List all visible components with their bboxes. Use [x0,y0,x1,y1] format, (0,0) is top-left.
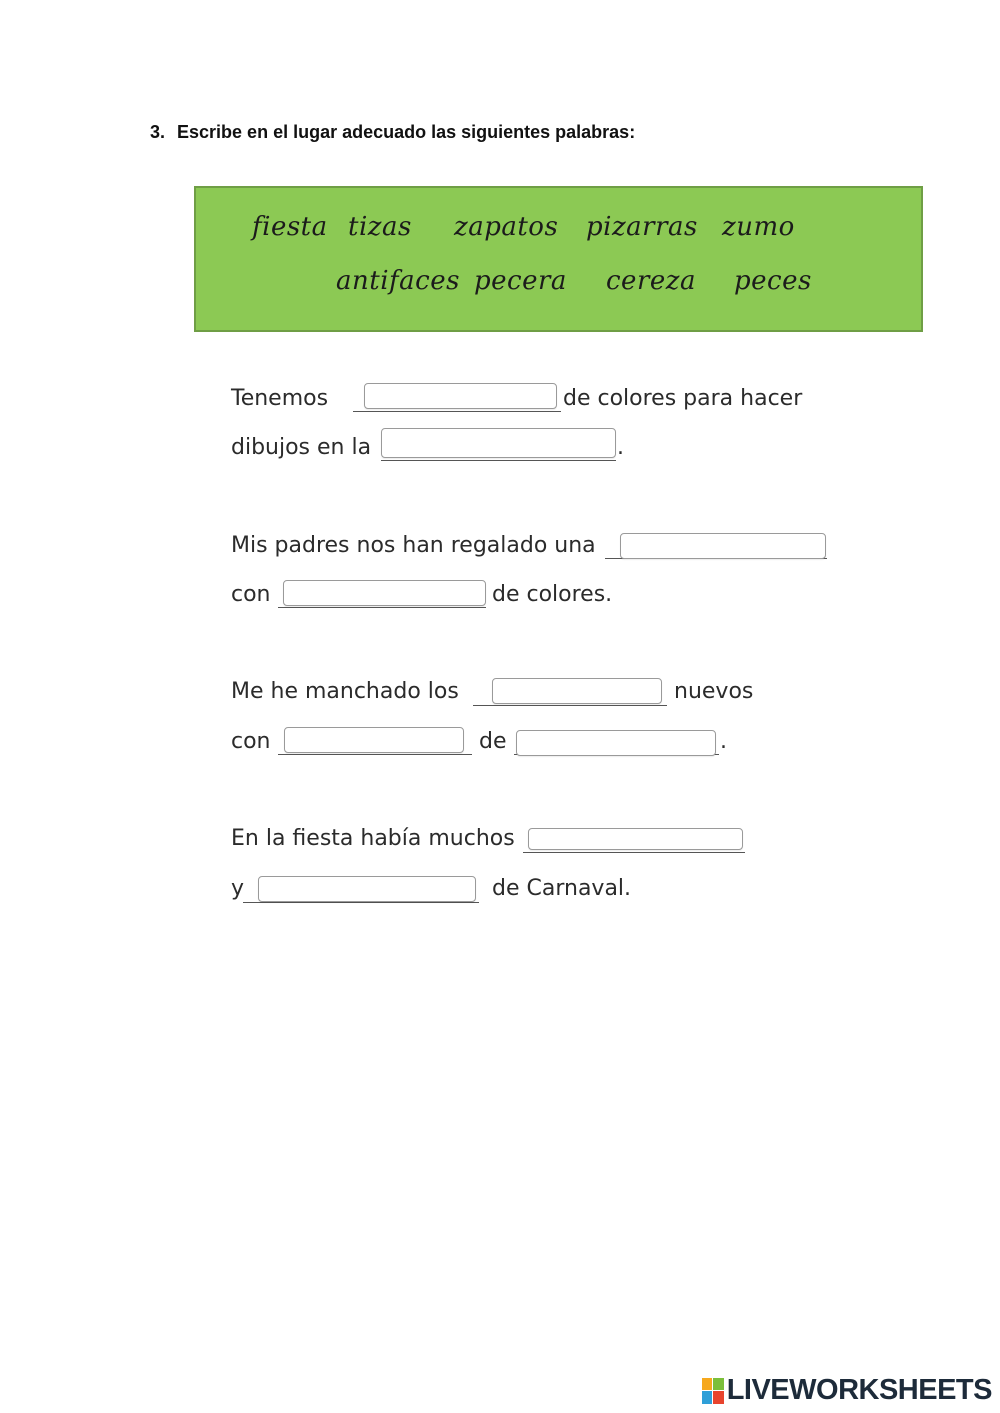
underline [278,754,472,755]
underline [473,705,667,706]
answer-blank-4[interactable] [283,580,486,606]
word-tizas: tizas [348,212,412,242]
sentence4-part-c: de Carnaval. [492,876,632,901]
sentence2-part-b: con [231,582,271,607]
sentence4-part-b: y [231,876,245,901]
answer-blank-3[interactable] [620,533,826,559]
answer-blank-8[interactable] [528,828,743,850]
sentence2-part-a: Mis padres nos han regalado una [231,533,596,558]
underline [278,607,486,608]
sentence1-part-d: . [617,435,624,460]
sentence3-part-d: de [479,729,507,754]
answer-blank-9[interactable] [258,876,476,902]
sentence1-part-b: de colores para hacer [563,386,803,411]
word-bank [194,186,923,332]
word-zumo: zumo [722,212,795,242]
word-fiesta: fiesta [252,212,328,242]
exercise-instruction [150,122,635,143]
sentence3-part-a: Me he manchado los [231,679,459,704]
instruction-text: Escribe en el lugar adecuado las siguientes palabras: [177,122,636,142]
sentence3-part-e: . [720,729,727,754]
answer-blank-2[interactable] [381,428,616,458]
liveworksheets-logo[interactable] [702,1374,992,1407]
logo-text: LIVEWORKSHEETS [726,1374,992,1406]
underline [243,902,479,903]
sentence1-part-c: dibujos en la [231,435,372,460]
sentence2-part-c: de colores. [492,582,613,607]
answer-blank-1[interactable] [364,383,557,409]
sentence3-part-b: nuevos [674,679,754,704]
underline [523,852,745,853]
sentence3-part-c: con [231,729,271,754]
answer-blank-7[interactable] [516,730,716,756]
underline [353,411,561,412]
logo-icon [702,1378,724,1404]
exercise-number: 3. [150,122,166,142]
sentence4-part-a: En la fiesta había muchos [231,826,515,851]
underline [381,460,616,461]
word-pecera: pecera [474,266,567,296]
word-pizarras: pizarras [586,212,698,242]
word-antifaces: antifaces [336,266,460,296]
word-cereza: cereza [606,266,696,296]
word-zapatos: zapatos [454,212,559,242]
sentence1-part-a: Tenemos [231,386,329,411]
word-peces: peces [734,266,812,296]
answer-blank-5[interactable] [492,678,662,704]
answer-blank-6[interactable] [284,727,464,753]
